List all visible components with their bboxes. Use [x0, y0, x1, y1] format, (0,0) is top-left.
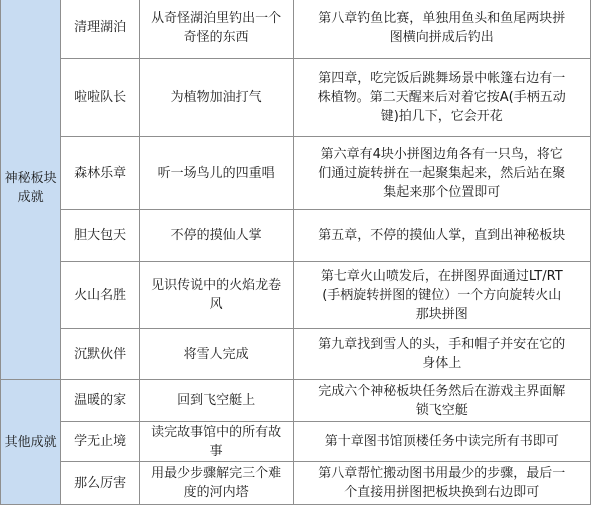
description-line: 株植物。第二天醒来后对着它按A(手柄五动 [317, 90, 566, 105]
description-line: 第六章有4块小拼图边角各有一只鸟，将它 [320, 146, 563, 162]
table-row [1, 0, 591, 59]
achievement-description [293, 329, 590, 380]
achievement-name: 森林乐章 [61, 137, 139, 210]
table-row [1, 380, 591, 422]
description-line: 图横向拼成后钓出 [389, 29, 494, 45]
achievement-description [293, 380, 590, 422]
table-row [1, 329, 591, 380]
condition-line: 奇怪的东西 [183, 29, 249, 45]
table-row [1, 262, 591, 329]
achievement-condition [139, 462, 293, 505]
description-line: 第五章，不停的摸仙人掌，直到出神秘板块 [318, 228, 566, 243]
achievement-name: 胆大包天 [61, 210, 139, 262]
description-line: 那块拼图 [415, 306, 468, 322]
condition-line: 风 [209, 297, 223, 312]
table-row [1, 462, 591, 505]
category-label: 其他成就 [4, 434, 57, 450]
achievement-condition [139, 210, 293, 262]
description-line: 第八章帮忙搬动图书用最少的步骤，最后一 [318, 466, 566, 481]
table-row [1, 210, 591, 262]
description-line: 第八章钓鱼比赛，单独用鱼头和鱼尾两块拼 [318, 10, 566, 26]
category-label: 成就 [17, 190, 44, 205]
table-row [1, 137, 591, 210]
achievement-condition [139, 0, 293, 59]
achievement-description [293, 462, 590, 505]
achievement-condition [139, 137, 293, 210]
condition-line: 用最少步骤解完三个难 [151, 466, 282, 481]
description-line: 第四章，吃完饭后跳舞场景中帐篷右边有一 [318, 71, 566, 86]
condition-line: 回到飞空艇上 [177, 393, 256, 408]
condition-line: 不停的摸仙人掌 [170, 228, 262, 243]
table-row [1, 422, 591, 462]
condition-line: 听一场鸟儿的四重唱 [157, 165, 275, 181]
achievement-name: 学无止境 [61, 422, 139, 462]
achievement-name: 清理湖泊 [61, 0, 139, 59]
achievement-name: 啦啦队长 [61, 59, 139, 137]
achievement-description [293, 0, 590, 59]
condition-line: 事 [209, 443, 223, 459]
achievement-description [293, 137, 590, 210]
achievement-name: 沉默伙伴 [61, 329, 139, 380]
description-line: 第七章火山喷发后，在拼图界面通过LT/RT [320, 268, 563, 284]
achievement-name: 那么厉害 [61, 462, 139, 505]
achievement-name: 火山名胜 [61, 262, 139, 329]
category-cell-mystery [1, 0, 61, 380]
achievement-description [293, 59, 590, 137]
achievement-description [293, 262, 590, 329]
condition-line: 度的河内塔 [183, 485, 249, 500]
achievement-name: 温暖的家 [61, 380, 139, 422]
achievement-condition [139, 59, 293, 137]
description-line: 第九章找到雪人的头，手和帽子并安在它的 [318, 337, 566, 352]
description-line: 身体上 [422, 356, 462, 371]
description-line: 们通过旋转拼在一起聚集起来，然后站在聚 [318, 165, 566, 181]
category-cell-other [1, 380, 61, 505]
achievement-condition [139, 262, 293, 329]
description-line: 锁飞空艇 [415, 402, 468, 418]
description-line: (手柄旋转拼图的键位）一个方向旋转火山 [322, 287, 562, 303]
condition-line: 读完故事馆中的所有故 [151, 424, 282, 440]
achievement-condition [139, 380, 293, 422]
description-line: 键)拍几下，它会开花 [380, 109, 503, 124]
condition-line: 见识传说中的火焰龙卷 [151, 278, 282, 293]
table-row [1, 59, 591, 137]
description-line: 集起来那个位置即可 [383, 184, 501, 200]
category-label: 神秘板块 [4, 171, 57, 186]
condition-line: 为植物加油打气 [170, 90, 262, 105]
achievement-condition [139, 422, 293, 462]
description-line: 完成六个神秘板块任务然后在游戏主界面解 [318, 383, 566, 399]
condition-line: 从奇怪湖泊里钓出一个 [151, 10, 282, 26]
achievement-description [293, 422, 590, 462]
condition-line: 将雪人完成 [183, 346, 249, 362]
description-line: 个直接用拼图把板块换到右边即可 [344, 485, 540, 500]
achievement-description [293, 210, 590, 262]
description-line: 第十章图书馆顶楼任务中读完所有书即可 [324, 434, 559, 449]
achievement-condition [139, 329, 293, 380]
